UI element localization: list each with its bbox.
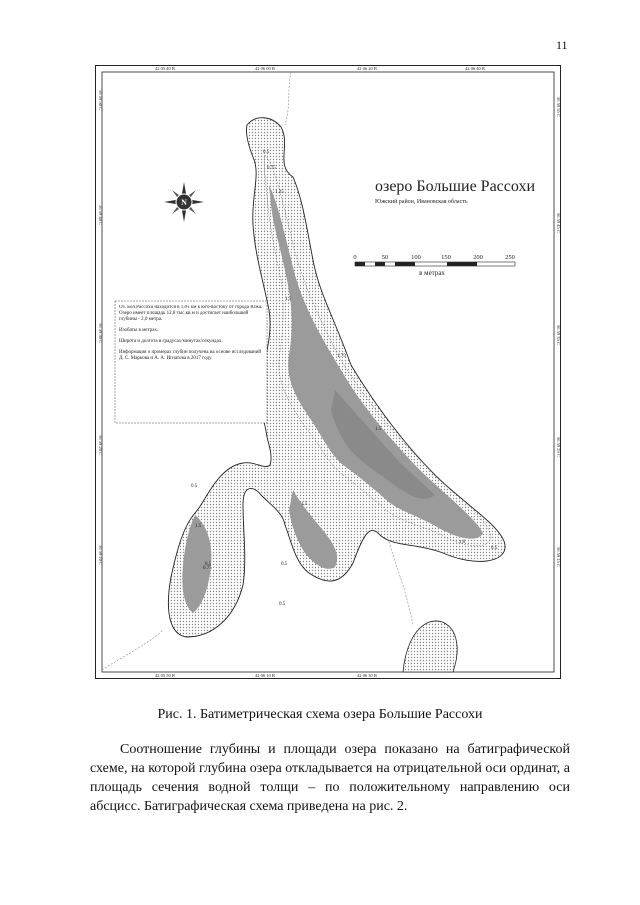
depth-label: 0.75	[203, 566, 212, 571]
coord-label: 42 06 20 В	[357, 66, 377, 71]
scale-label: 200	[473, 254, 483, 261]
scale-label: 0	[353, 254, 357, 261]
info-text: Информация о промерах глубин получена на основе исследований Д. С. Маркова и А. А. Игнатова в 2017 году.	[119, 350, 262, 361]
scale-label: 100	[411, 254, 421, 261]
depth-label: 1.0	[459, 540, 466, 545]
depth-label: 0.5	[263, 150, 270, 155]
info-text: Широта и долгота в градусах/минутах/секундах.	[119, 339, 223, 344]
info-box	[115, 301, 267, 423]
coord-label: 56 59 55 С	[556, 97, 561, 117]
coord-label: 42 06 00 В	[255, 66, 275, 71]
depth-label: 0.5	[281, 562, 288, 567]
compass-letter: N	[181, 198, 187, 207]
map-subtitle: Южский район, Ивановская область	[375, 199, 468, 205]
coord-label: 56 59 15 С	[556, 547, 561, 567]
coord-label: 42 05 50 В	[155, 673, 175, 678]
info-text: Оз. Бол.Рассохи находится в 13¼ км к юго-востоку от города Южа. Озеро имеет площадь 12,8 тыс.кв.м и достигает наибольшей глубины - 2,0 метра.	[119, 305, 263, 322]
scale-label: 50	[381, 254, 389, 261]
coord-label: 56 59 25 С	[556, 437, 561, 457]
coord-label: 56 59 40 С	[98, 205, 103, 225]
coord-label: 56 59 45 С	[556, 213, 561, 233]
depth-label: 1.75	[337, 354, 346, 359]
depth-label: 1.5	[285, 297, 292, 302]
depth-label: 0.5	[205, 562, 212, 567]
coord-label: 56 59 50 С	[98, 90, 103, 110]
depth-label: 1.5	[195, 524, 202, 529]
coord-label: 42 06 10 В	[255, 673, 275, 678]
depth-label: 1.25	[275, 190, 284, 195]
coord-label: 42 05 40 В	[155, 66, 175, 71]
coord-label: 56 59 30 С	[98, 323, 103, 343]
page-number: 11	[556, 38, 568, 52]
info-text: Изобаты в метрах.	[119, 328, 159, 333]
map-title: озеро Большие Рассохи	[375, 178, 536, 195]
coord-label: 42 06 30 В	[357, 673, 377, 678]
scale-unit: в метрах	[419, 269, 445, 277]
scale-label: 250	[505, 254, 515, 261]
bathymetric-map	[95, 65, 561, 679]
figure-caption: Рис. 1. Батиметрическая схема озера Большие Рассохи	[157, 707, 483, 722]
scale-label: 150	[441, 254, 451, 261]
body-paragraph: Соотношение глубины и площади озера показано на батиграфической схеме, на которой глубина озера откладывается на отрицательной оси ординат, а площадь сечения водной толщи – по положительному направлению оси абсцисс. Батиграфическая схема приведена на рис. 2.	[90, 742, 570, 814]
coord-label: 42 06 40 В	[465, 66, 485, 71]
depth-label: 1.5	[301, 502, 308, 507]
depth-label: 0.5	[491, 546, 498, 551]
depth-label: 0.5	[191, 484, 198, 489]
coord-label: 56 59 35 С	[556, 325, 561, 345]
depth-label: 0.75	[267, 166, 276, 171]
depth-label: 0.5	[279, 602, 286, 607]
coord-label: 56 59 20 С	[98, 435, 103, 455]
depth-label: 1.5	[375, 427, 382, 432]
coord-label: 56 59 10 С	[98, 545, 103, 565]
